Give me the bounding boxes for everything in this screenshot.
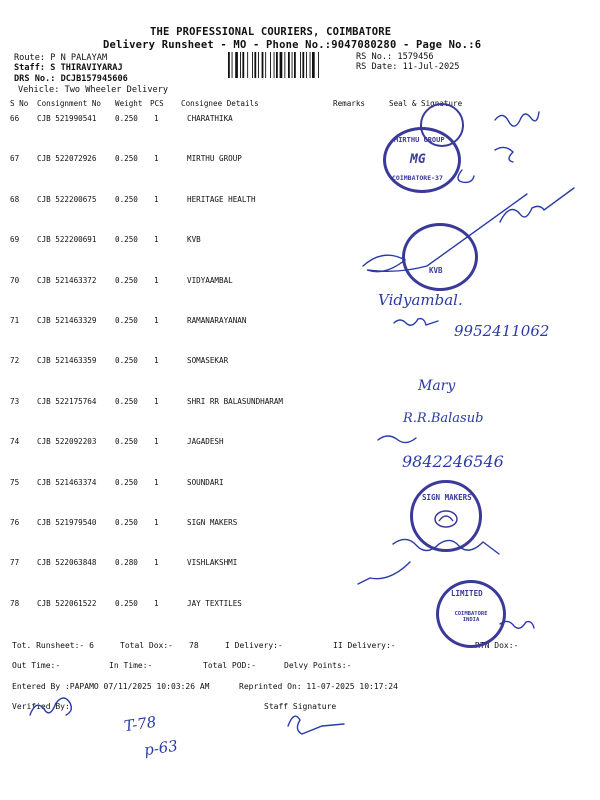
row-consignment-no: CJB 521463329 (37, 316, 97, 325)
row-sno: 78 (10, 598, 20, 608)
total-pod: Total POD:- (203, 661, 256, 670)
drs-label: DRS No.: DCJB157945606 (14, 74, 128, 84)
row-consignment-no: CJB 522200675 (37, 194, 97, 204)
row-sno: 69 (10, 235, 20, 245)
row-consignment-no: CJB 521463374 (37, 477, 97, 487)
row-weight: 0.250 (115, 154, 138, 164)
col-seal: Seal & Signature (389, 99, 463, 108)
route-label: Route: P N PALAYAM (14, 53, 108, 63)
row-weight: 0.250 (115, 114, 138, 123)
sign-makers-stamp: SIGN MAKERS (410, 480, 482, 552)
col-remarks: Remarks (333, 99, 366, 108)
row-pcs: 1 (154, 235, 159, 245)
handwritten-mary: Mary (418, 378, 456, 394)
row-consignment-no: CJB 522063848 (37, 558, 97, 568)
row-sno: 77 (10, 558, 20, 568)
row-weight: 0.250 (115, 598, 138, 608)
row-sno: 67 (10, 154, 20, 164)
ii-delivery: II Delivery:- (333, 641, 396, 650)
col-sno: S No (10, 99, 29, 108)
verified-by: Verified By: (12, 702, 70, 711)
row-consignment-no: CJB 522175764 (37, 396, 97, 406)
row-sno: 72 (10, 356, 20, 366)
signature-ramanarayanan (394, 319, 438, 326)
row-consignee-name: JAGADESH (187, 437, 224, 447)
handwritten-phone-2: 9842246546 (402, 452, 504, 471)
handwritten-note-1: T-78 (122, 712, 158, 736)
row-sno: 66 (10, 114, 20, 123)
row-weight: 0.250 (115, 194, 138, 204)
out-time: Out Time:- (12, 661, 61, 670)
signature-charathika (495, 112, 539, 126)
row-sno: 68 (10, 194, 20, 204)
row-consignee-name: SHRI RR BALASUNDHARAM (187, 396, 284, 406)
row-weight: 0.250 (115, 437, 138, 447)
signature-soundari (393, 539, 499, 554)
signature-mirthu (458, 147, 513, 182)
signature-verified (30, 698, 71, 715)
row-consignment-no: CJB 522092203 (37, 437, 97, 447)
row-consignee-name: HERITAGE HEALTH (187, 194, 256, 204)
handwritten-phone-1: 9952411062 (454, 322, 550, 340)
staff-signature-label: Staff Signature (264, 702, 337, 711)
col-consignment: Consignment No (37, 99, 102, 108)
row-consignee-name: MIRTHU GROUP (187, 154, 242, 164)
row-consignee-name: SOUNDARI (187, 477, 224, 487)
row-pcs: 1 (154, 275, 159, 285)
handwritten-vidyambal: Vidyambal. (378, 291, 463, 309)
signature-vishlakshmi (358, 562, 410, 584)
handwritten-balasub: R.R.Balasub (403, 411, 484, 426)
row-weight: 0.250 (115, 518, 138, 527)
i-delivery: I Delivery:- (225, 641, 283, 650)
row-consignment-no: CJB 521463372 (37, 275, 97, 285)
vehicle-label: Vehicle: Two Wheeler Delivery (18, 85, 169, 95)
rs-number: RS No.: 1579456 (356, 52, 434, 62)
signature-kvb (363, 194, 527, 272)
row-consignee-name: VIDYAAMBAL (187, 275, 233, 285)
row-pcs: 1 (154, 558, 159, 568)
row-sno: 75 (10, 477, 20, 487)
row-sno: 76 (10, 518, 20, 527)
col-weight: Weight (115, 99, 143, 108)
row-consignee-name: SOMASEKAR (187, 356, 229, 366)
total-dox-label: Total Dox:- (120, 641, 173, 650)
row-pcs: 1 (154, 396, 159, 406)
staff-label: Staff: S THIRAVIYARAJ (14, 63, 123, 73)
signature-staff (288, 716, 344, 734)
row-pcs: 1 (154, 437, 159, 447)
row-consignment-no: CJB 522200691 (37, 235, 97, 245)
row-consignment-no: CJB 522061522 (37, 598, 97, 608)
col-consignee: Consignee Details (181, 99, 259, 108)
row-pcs: 1 (154, 598, 159, 608)
mirthu-group-stamp: MIRTHU GROUP MG COIMBATORE-37 (383, 127, 461, 193)
handwritten-note-2: p-63 (142, 736, 179, 760)
signature-jay-textiles (500, 621, 534, 628)
company-title: THE PROFESSIONAL COURIERS, COIMBATORE (150, 26, 392, 38)
row-consignee-name: SIGN MAKERS (187, 518, 238, 527)
row-weight: 0.250 (115, 316, 138, 325)
in-time: In Time:- (109, 661, 153, 670)
row-weight: 0.250 (115, 396, 138, 406)
row-consignee-name: VISHLAKSHMI (187, 558, 238, 568)
row-weight: 0.250 (115, 477, 138, 487)
col-pcs: PCS (150, 99, 164, 108)
row-pcs: 1 (154, 316, 159, 325)
row-pcs: 1 (154, 154, 159, 164)
delvy-points: Delvy Points:- (284, 661, 352, 670)
signature-jagadesh (378, 436, 416, 443)
row-weight: 0.250 (115, 275, 138, 285)
row-consignment-no: CJB 521463359 (37, 356, 97, 366)
row-pcs: 1 (154, 518, 159, 527)
row-consignment-no: CJB 521990541 (37, 114, 97, 123)
row-sno: 71 (10, 316, 20, 325)
row-weight: 0.250 (115, 235, 138, 245)
kvb-stamp: KVB (402, 223, 478, 291)
row-sno: 73 (10, 396, 20, 406)
row-weight: 0.250 (115, 356, 138, 366)
runsheet-subtitle: Delivery Runsheet - MO - Phone No.:9047080280 - Page No.:6 (103, 39, 482, 51)
row-pcs: 1 (154, 477, 159, 487)
total-dox-value: 78 (189, 641, 199, 650)
row-pcs: 1 (154, 356, 159, 366)
row-consignment-no: CJB 522072926 (37, 154, 97, 164)
row-consignee-name: CHARATHIKA (187, 114, 233, 123)
reprinted-on: Reprinted On: 11-07-2025 10:17:24 (239, 682, 398, 691)
rtn-dox: RTN Dox:- (475, 641, 519, 650)
row-pcs: 1 (154, 114, 159, 123)
jay-textiles-stamp: LIMITED COIMBATORE INDIA (436, 580, 506, 648)
row-consignee-name: RAMANARAYANAN (187, 316, 247, 325)
entered-by: Entered By :PAPAMO 07/11/2025 10:03:26 AM (12, 682, 210, 691)
row-pcs: 1 (154, 194, 159, 204)
row-sno: 74 (10, 437, 20, 447)
row-consignee-name: JAY TEXTILES (187, 598, 242, 608)
row-weight: 0.280 (115, 558, 138, 568)
row-sno: 70 (10, 275, 20, 285)
row-consignee-name: KVB (187, 235, 201, 245)
rs-date: RS Date: 11-Jul-2025 (356, 62, 460, 72)
tot-runsheet: Tot. Runsheet:- 6 (12, 641, 94, 650)
row-consignment-no: CJB 521979540 (37, 518, 97, 527)
